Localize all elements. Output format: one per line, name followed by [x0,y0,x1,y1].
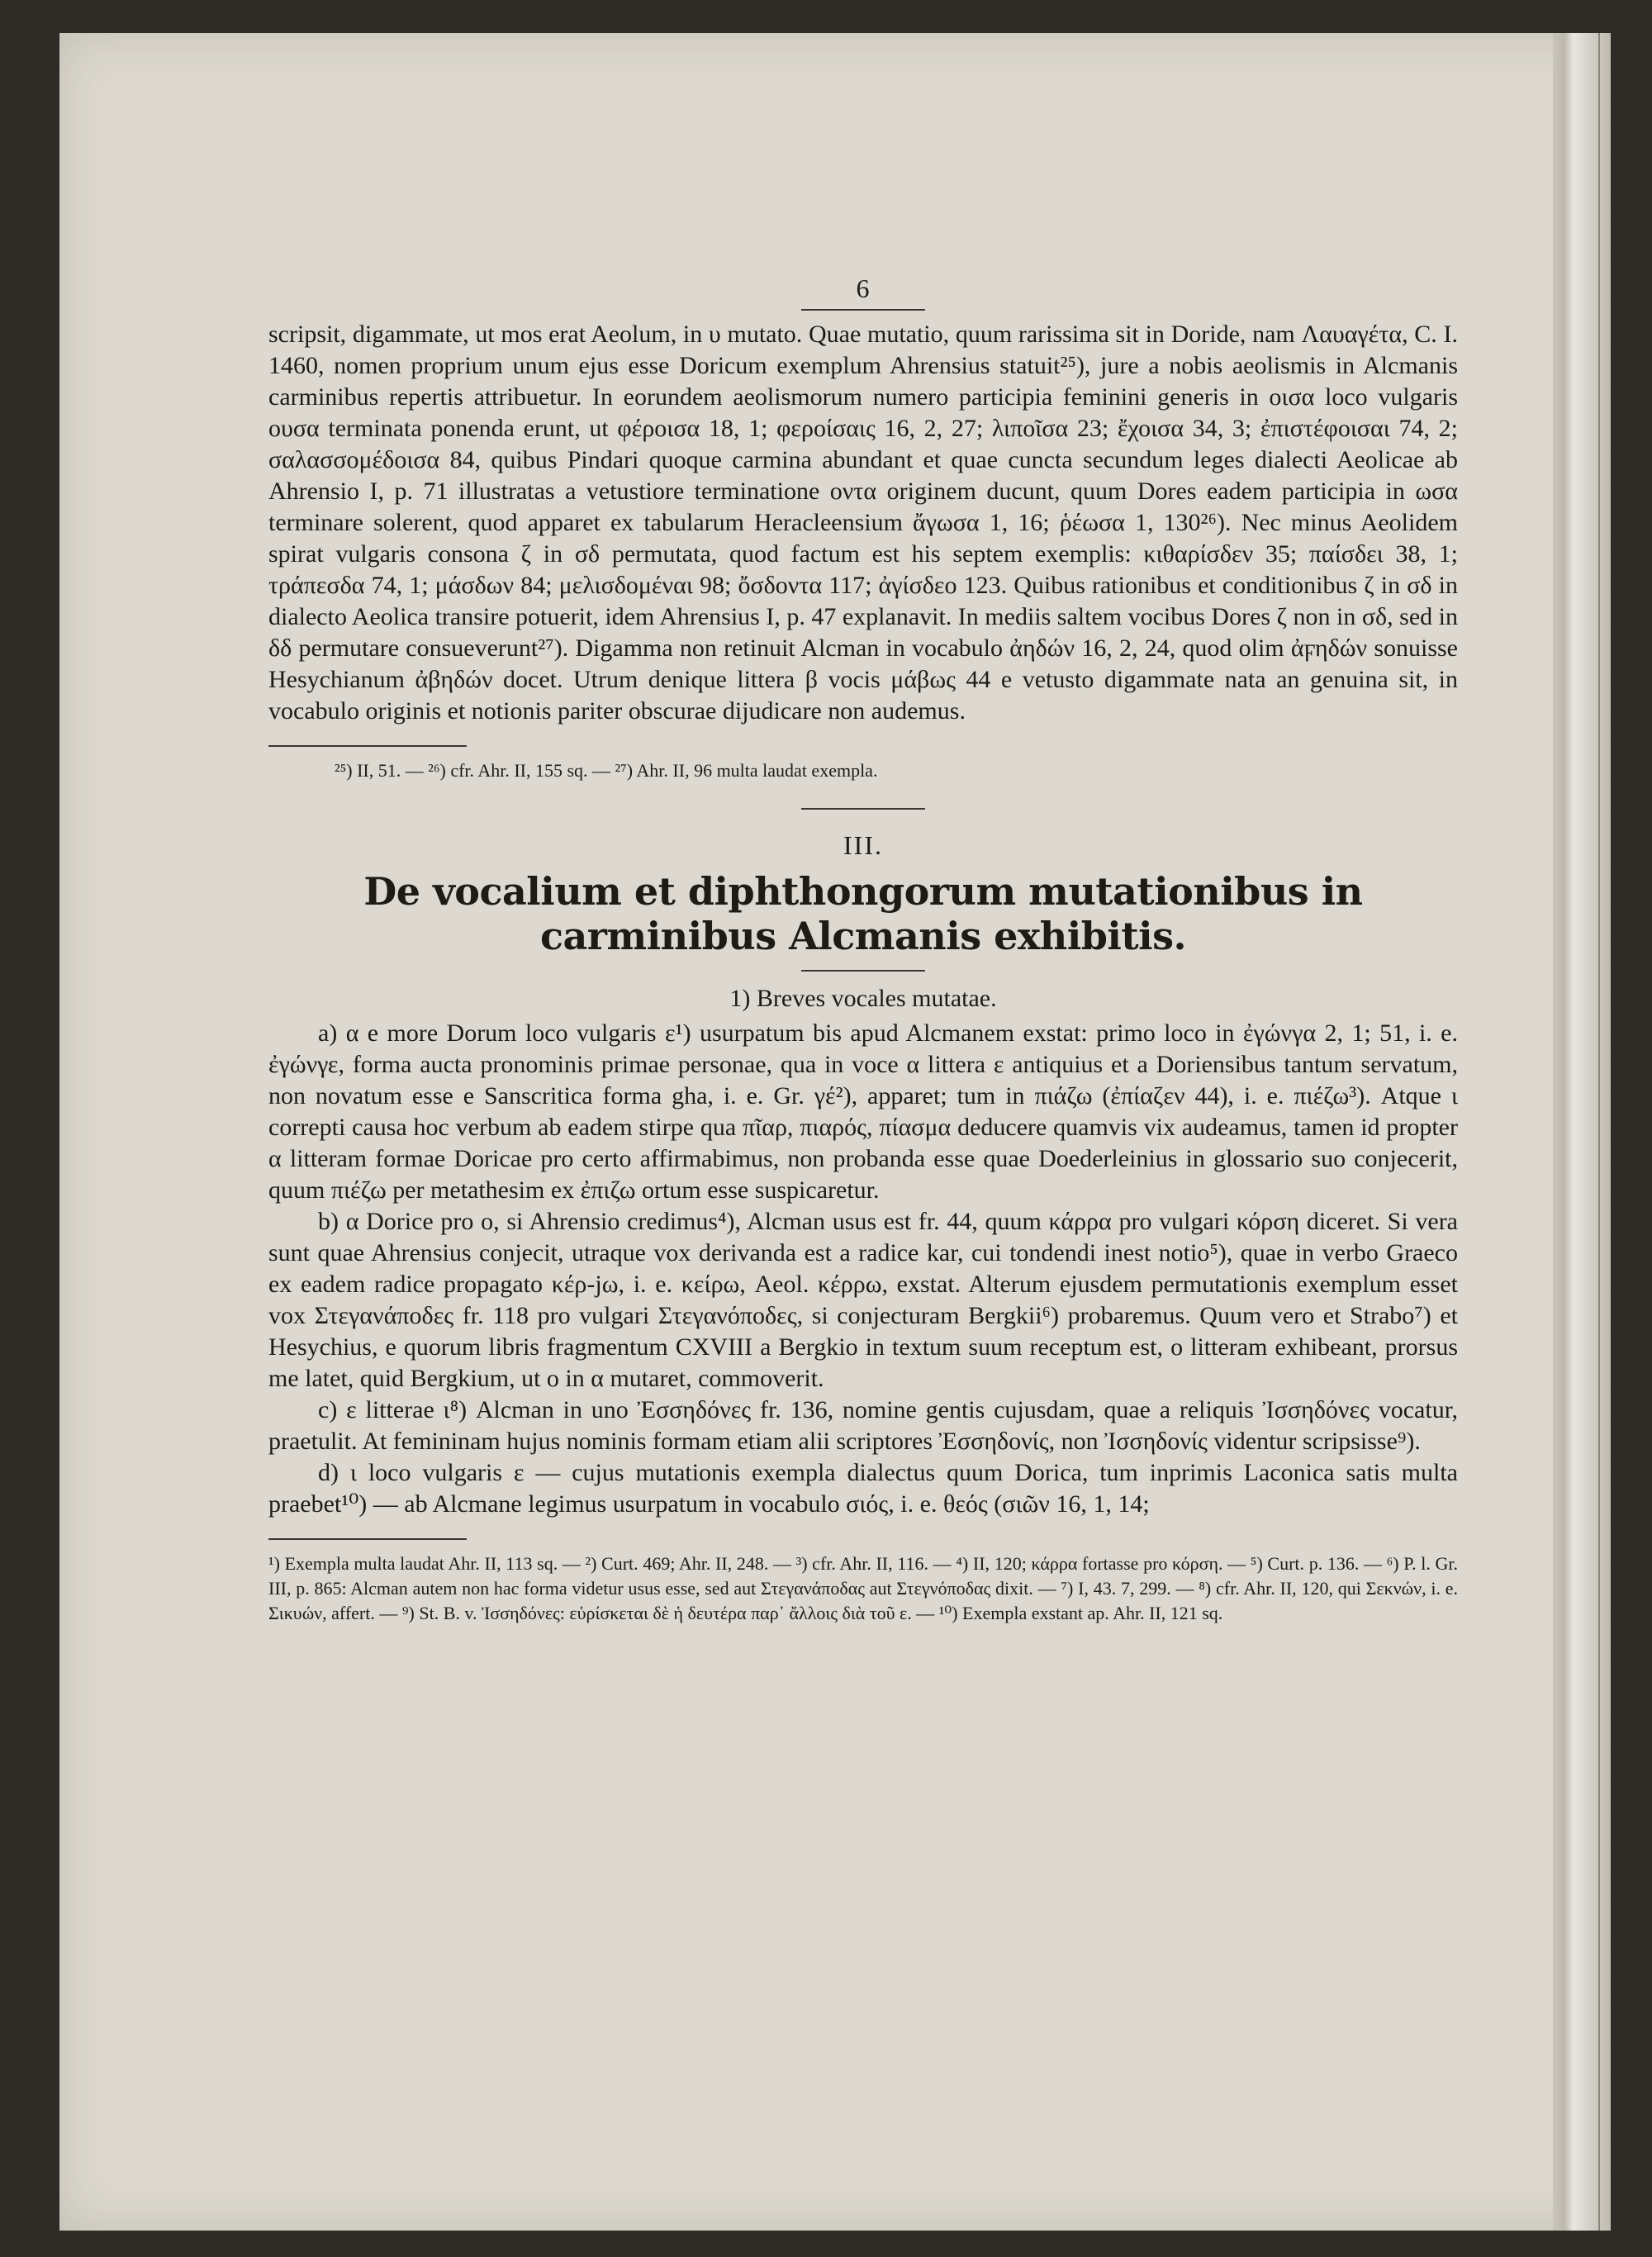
paragraph-1: scripsit, digammate, ut mos erat Aeolum, in υ mutato. Quae mutatio, quum rarissima sit in Doride, nam Λαυαγέτα, C. I. 1460, nomen proprium unum ejus esse Doricum exemplum Ahrensius statuit²⁵), jure a nobis aeolismis in Alcmanis carminibus repertis attribuetur. In eorundem aeolismorum numero participia feminini generis in οισα loco vulgaris ουσα terminata ponenda erunt, ut φέροισα 18, 1; φεροίσαις 16, 2, 27; λιποῖσα 23; ἔχοισα 34, 3; ἐπιστέφοισαι 74, 2; σαλασσομέδοισα 84, quibus Pindari quoque carmina abundant et quae cuncta secundum leges dialecti Aeolicae ab Ahrensio I, p. 71 illustratas a vetustiore terminatione οντα originem ducunt, quum Dores eadem participia in ωσα terminare solerent, quod apparet ex tabularum Heracleensium ἄγωσα 1, 16; ῥέωσα 1, 130²⁶). Nec minus Aeolidem spirat vulgaris consona ζ in σδ permutata, quod factum est his septem exemplis: κιθαρίσδεν 35; παίσδει 38, 1; τράπεσδα 74, 1; μάσδων 84; μελισδομέναι 98; ὄσδοντα 117; ἀγίσδεο 123. Quibus rationibus et conditionibus ζ in σδ in dialecto Aeolica transire potuerit, idem Ahrensius I, p. 47 explanavit. In mediis saltem vocibus Dores ζ non in σδ, sed in δδ permutare consueverunt²⁷). Digamma non retinuit Alcman in vocabulo ἀηδών 16, 2, 24, quod olim ἀϝηδών sonuisse Hesychianum ἀβηδών docet. Utrum denique littera β vocis μάβως 44 e vetusto digammate nata an genuina sit, in vocabulo originis et notionis pariter obscurae dijudicare non audemus. [268,321,1458,725]
subheading: 1) Breves vocales mutatae. [729,985,997,1012]
paragraph-c: c) ε litterae ι⁸) Alcman in uno Ἐσσηδόνες fr. 136, nomine gentis cujusdam, quae a reliquis Ἰσσηδόνες vocatur, praetulit. At femininam hujus nominis formam etiam alii scriptores Ἐσσηδονίς, non Ἰσσηδονίς videntur scripsisse⁹). [268,1396,1458,1455]
page-binding [1553,33,1611,2231]
binding-edge [1598,33,1600,2231]
footnotes-bottom: ¹) Exempla multa laudat Ahr. II, 113 sq. — ²) Curt. 469; Ahr. II, 248. — ³) cfr. Ahr. II, 116. — ⁴) II, 120; κάρρα fortasse pro κόρση. — ⁵) Curt. p. 136. — ⁶) P. l. Gr. III, p. 865: Alcman autem non hac forma videtur usus esse, sed aut Στεγανάποδας aut Στεγνόποδας dixit. — ⁷) I, 43. 7, 299. — ⁸) cfr. Ahr. II, 120, qui Σεκνών, i. e. Σικυών, affert. — ⁹) St. B. v. Ἰσσηδόνες: εὑρίσκεται δὲ ἡ δευτέρα παρ᾽ ἄλλοις διὰ τοῦ ε. — ¹⁰) Exempla exstant ap. Ahr. II, 121 sq. [268,1553,1458,1623]
header-rule [801,309,925,311]
footnotes-top: ²⁵) II, 51. — ²⁶) cfr. Ahr. II, 155 sq. — ²⁷) Ahr. II, 96 multa laudat exempla. [335,760,878,781]
title-rule [801,970,925,972]
section-number: III. [843,830,883,860]
paragraph-b: b) α Dorice pro ο, si Ahrensio credimus⁴), Alcman usus est fr. 44, quum κάρρα pro vulgari κόρση diceret. Si vera sunt quae Ahrensius conjecit, utraque vox derivanda est a radice kar, cui tondendi inest notio⁵), quae in verbo Graeco ex eadem radice propagato κέρ-jω, i. e. κείρω, Aeol. κέρρω, exstat. Alterum ejusdem permutationis exemplum esset vox Στεγανάποδες fr. 118 pro vulgari Στεγανόποδες, si conjecturam Bergkii⁶) probaremus. Quum vero et Strabo⁷) et Hesychius, e quorum libris fragmentum CXVIII a Bergkio in textum suum receptum est, ο litteram exhibeant, prorsus me latet, quid Bergkium, ut ο in α mutaret, commoverit. [268,1208,1458,1392]
paragraph-d: d) ι loco vulgaris ε — cujus mutationis exempla dialectus quum Dorica, tum inprimis Laconica satis multa praebet¹⁰) — ab Alcmane legimus usurpatum in vocabulo σιός, i. e. θεός (σιῶν 16, 1, 14; [268,1459,1458,1518]
footnote-rule-top [268,745,467,747]
section-divider [801,808,925,810]
footnote-rule-bottom [268,1538,467,1540]
paragraph-a: a) α e more Dorum loco vulgaris ε¹) usurpatum bis apud Alcmanem exstat: primo loco in ἐγώνγα 2, 1; 51, i. e. ἐγώνγε, forma aucta pronominis primae personae, qua in voce α littera ε antiquius et a Doriensibus tantum servatum, non novatum esse e Sanscritica forma gha, i. e. Gr. γέ²), apparet; tum in πιάζω (ἐπίαζεν 44), i. e. πιέζω³). Atque ι correpti causa hoc verbum ab eadem stirpe qua πῖαρ, πιαρός, πίασμα deducere quamvis vix audeamus, tamen id propter α litteram formae Doricae pro certo affirmabimus, non probanda esse quae Doederleinius in glossario suo conjecerit, quum πιέζω per metathesim ex ἐπιζω ortum esse suspicaretur. [268,1019,1458,1204]
section-title: De vocalium et diphthongorum mutationibus in carminibus Alcmanis exhibitis. [363,869,1363,958]
page-content [268,273,1458,1626]
page-number: 6 [856,273,871,303]
